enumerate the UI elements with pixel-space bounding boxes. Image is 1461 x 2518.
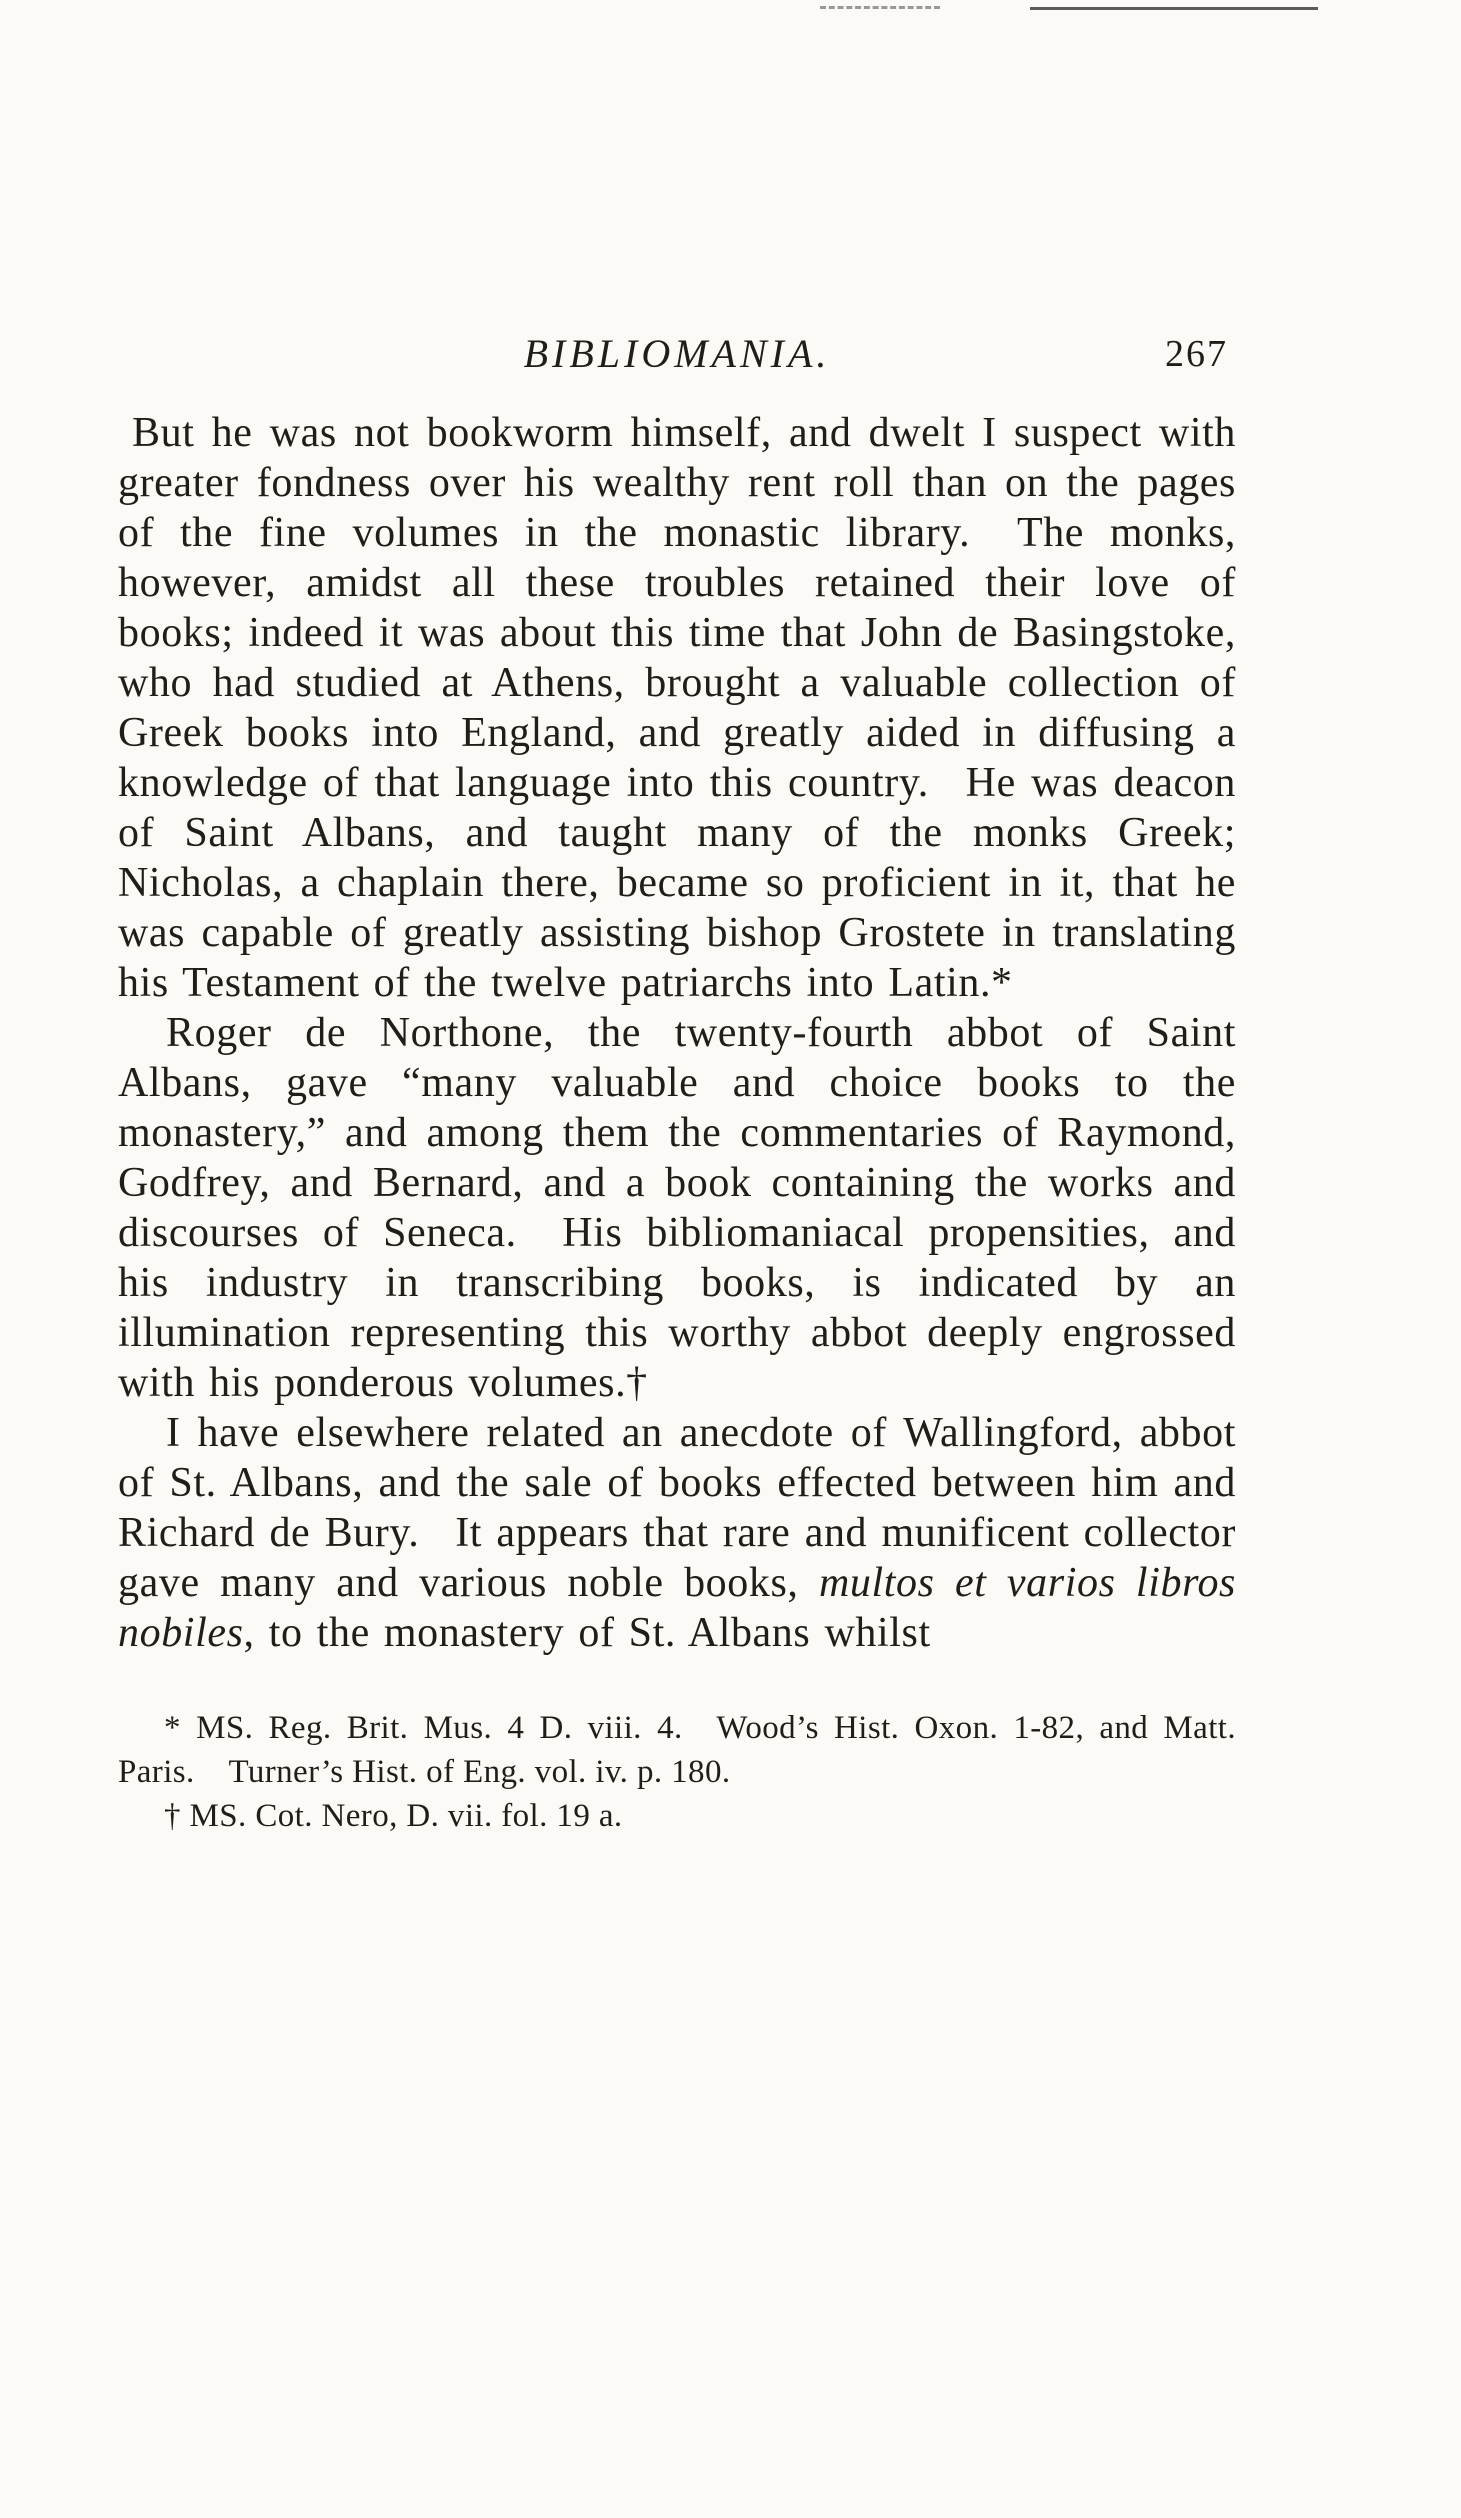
footnote-1: * MS. Reg. Brit. Mus. 4 D. viii. 4. Wood’s Hist. Oxon. 1-82, and Matt. Paris. Turner’s Hist. of Eng. vol. iv. p. 180. [118,1710,1236,1790]
paragraph-2: Roger de Northone, the twenty-fourth abbot of Saint Albans, gave “many valuable and choice books to the monastery,” and among them the commentaries of Raymond, Godfrey, and Bernard, and a book containing the works and discourses of Seneca. His bibliomaniacal propensities, and his industry in transcribing books, is indicated by an illumination representing this worthy abbot deeply engrossed with his ponderous volumes.† [118,1010,1236,1406]
book-page-content [118,330,1236,1838]
running-head [118,330,1236,384]
paragraph-3 [118,1408,1236,1658]
scan-artifact-dashed-line [820,6,940,9]
scan-artifact-solid-line [1030,7,1318,10]
page-number: 267 [1165,333,1228,375]
footnotes-block [118,1706,1236,1838]
body-text [118,408,1236,1658]
footnote-2: † MS. Cot. Nero, D. vii. fol. 19 a. [164,1798,623,1834]
page-title: BIBLIOMANIA. [523,331,831,376]
paragraph-3-text-end: , to the monastery of St. Albans whilst [243,1610,931,1656]
paragraph-1: But he was not bookworm himself, and dwelt I suspect with greater fondness over his wealthy rent roll than on the pages of the fine volumes in the monastic library. The monks, however, amidst all these troubles retained their love of books; indeed it was about this time that John de Basingstoke, who had studied at Athens, brought a valuable collection of Greek books into England, and greatly aided in diffusing a knowledge of that language into this country. He was deacon of Saint Albans, and taught many of the monks Greek; Nicholas, a chaplain there, became so proficient in it, that he was capable of greatly assisting bishop Grostete in translating his Testament of the twelve patriarchs into Latin.* [118,410,1236,1006]
paragraph-3-latin-phrase: multos et varios libros nobiles [118,1560,1236,1656]
paragraph-3-text-start: I have elsewhere related an anecdote of Wallingford, abbot of St. Albans, and the sale of books effected between him and Richard de Bury. It appears that rare and munificent collector gave many and various noble books, [118,1410,1236,1606]
